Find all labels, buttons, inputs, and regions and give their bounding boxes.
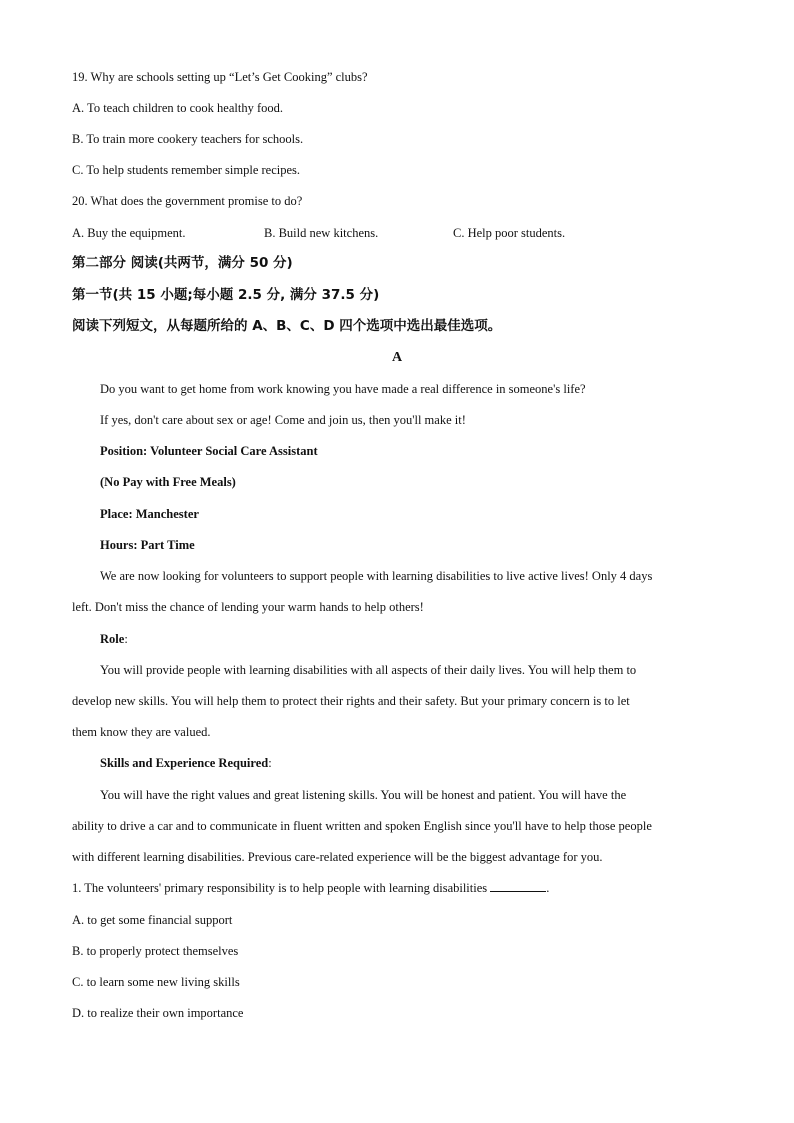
q19-option-a: A. To teach children to cook healthy food. — [72, 101, 283, 115]
skills-line-2: ability to drive a car and to communicate in fluent written and spoken English since you'll have to help those people — [72, 819, 652, 833]
pay-note: (No Pay with Free Meals) — [100, 475, 236, 489]
role-label: Role — [100, 632, 125, 646]
q1-answer-blank — [490, 880, 546, 892]
section-subtitle: 第一节(共 15 小题;每小题 2.5 分, 满分 37.5 分) — [72, 287, 380, 303]
q1-option-b: B. to properly protect themselves — [72, 944, 239, 958]
skills-label: Skills and Experience Required — [100, 756, 269, 770]
section-instruction: 阅读下列短文，从每题所给的 A、B、C、D 四个选项中选出最佳选项。 — [72, 318, 502, 334]
hours-heading: Hours: Part Time — [100, 538, 195, 552]
position-heading: Position: Volunteer Social Care Assistant — [100, 444, 318, 458]
q19-stem: 19. Why are schools setting up “Let’s Get Cooking” clubs? — [72, 70, 368, 84]
passage-intro-1: Do you want to get home from work knowing you have made a real difference in someone's life? — [100, 382, 586, 396]
q19-option-b: B. To train more cookery teachers for schools. — [72, 132, 304, 146]
role-line-1: You will provide people with learning disabilities with all aspects of their daily lives. You will help them to — [100, 663, 637, 677]
q20-option-b: B. Build new kitchens. — [264, 226, 379, 240]
passage-letter: A — [391, 350, 403, 365]
role-line-3: them know they are valued. — [72, 725, 211, 739]
q20-stem: 20. What does the government promise to do? — [72, 194, 303, 208]
q1-stem: 1. The volunteers' primary responsibility is to help people with learning disabilities — [72, 881, 488, 895]
passage-intro-2: If yes, don't care about sex or age! Come and join us, then you'll make it! — [100, 413, 466, 427]
skills-line-1: You will have the right values and great listening skills. You will be honest and patient. You will have the — [100, 788, 627, 802]
role-heading — [100, 631, 128, 647]
q20-option-c: C. Help poor students. — [453, 226, 566, 240]
q1-stem-line — [72, 880, 549, 896]
q20-option-a: A. Buy the equipment. — [72, 226, 186, 240]
role-line-2: develop new skills. You will help them to protect their rights and their safety. But your primary concern is to let — [72, 694, 630, 708]
skills-heading — [100, 755, 272, 771]
part-title: 第二部分 阅读(共两节，满分 50 分) — [72, 255, 293, 271]
q19-option-c: C. To help students remember simple recipes. — [72, 163, 301, 177]
paragraph-1-line-2: left. Don't miss the chance of lending your warm hands to help others! — [72, 600, 424, 614]
q1-option-d: D. to realize their own importance — [72, 1006, 244, 1020]
q1-option-a: A. to get some financial support — [72, 913, 233, 927]
q1-stem-end: . — [546, 881, 550, 895]
q1-option-c: C. to learn some new living skills — [72, 975, 240, 989]
skills-line-3: with different learning disabilities. Previous care-related experience will be the biggest advantage for you. — [72, 850, 603, 864]
role-colon: : — [124, 632, 128, 646]
place-heading: Place: Manchester — [100, 507, 199, 521]
skills-colon: : — [268, 756, 272, 770]
paragraph-1-line-1: We are now looking for volunteers to support people with learning disabilities to live active lives! Only 4 days — [100, 569, 653, 583]
